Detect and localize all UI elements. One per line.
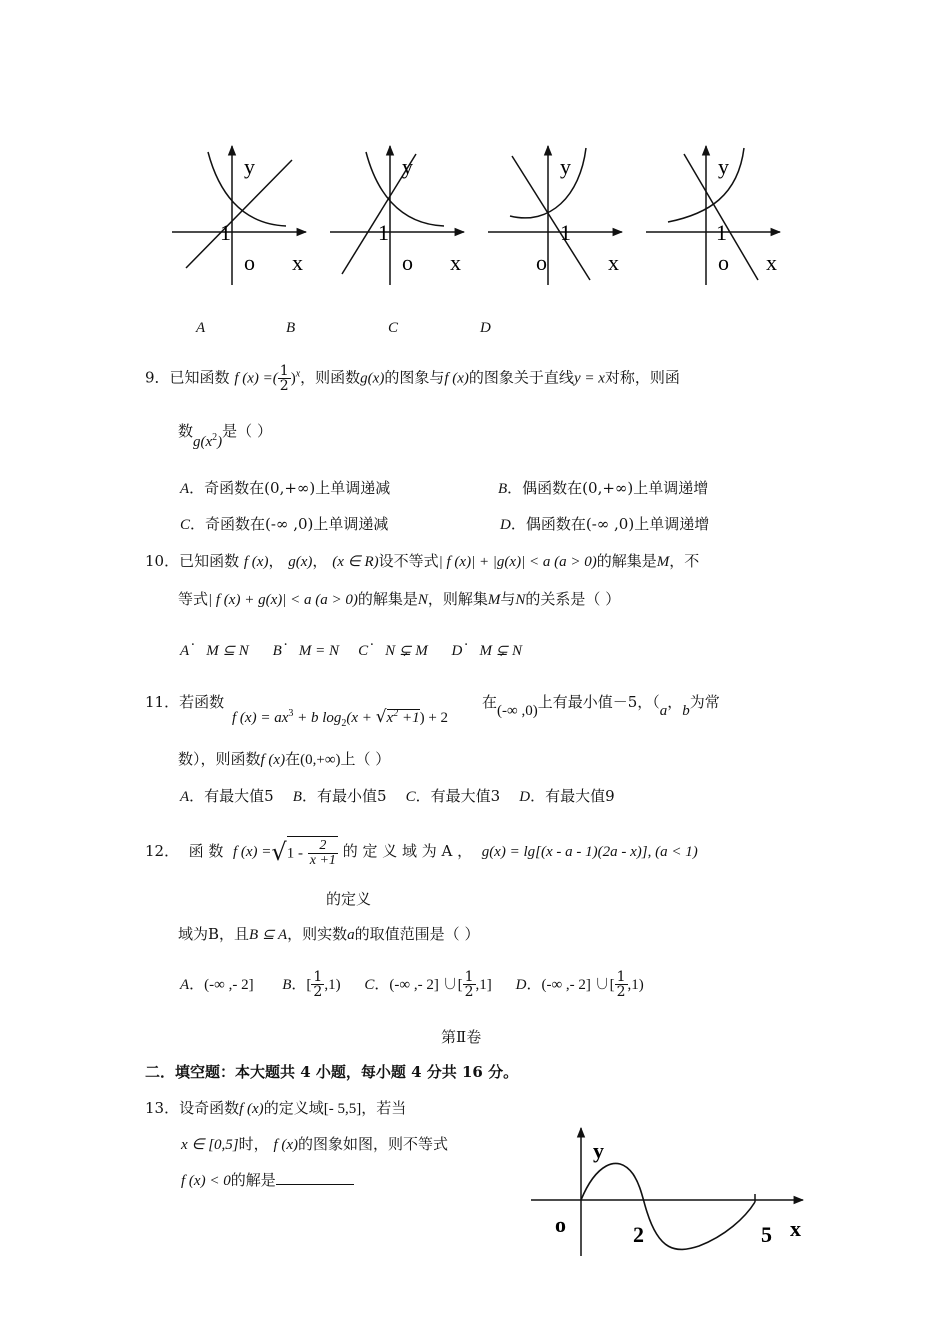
q11-line1-rest: 在(-∞ ,0)上有最小值－5，（a，b为常	[482, 693, 720, 719]
graph-c-one: 1	[560, 220, 571, 245]
q10-option-a[interactable]: A˙ M ⊆ N	[180, 641, 249, 659]
q10-line1: 10．已知函数 f (x)， g(x)， (x ∈ R)设不等式| f (x)| + |g(x)| < a (a > 0)的解集是M，不	[145, 552, 700, 570]
q12-option-b[interactable]: B．[ $\frac{1}{2}$ ,1)	[282, 969, 341, 1000]
q13-graph-five: 5	[761, 1222, 772, 1247]
graph-c-y: y	[560, 154, 571, 179]
q11-option-d[interactable]: D．有最大值9	[519, 787, 615, 805]
graph-b	[330, 146, 464, 285]
q13-graph-x: x	[790, 1216, 801, 1241]
q12-option-c[interactable]: C．(-∞ ,- 2] ∪[ $\frac{1}{2}$ ,1]	[364, 969, 492, 1000]
graph-label-a: A	[196, 320, 206, 336]
q9-option-b[interactable]: B．偶函数在(0,+∞)上单调递增	[498, 479, 709, 497]
q9-option-a[interactable]: A．奇函数在(0,+∞)上单调递减	[180, 479, 391, 497]
graph-a-o: o	[244, 250, 255, 275]
q11-options	[180, 786, 615, 807]
q12-line2: 的定义	[326, 890, 372, 908]
q13-line1: 13．设奇函数f (x)的定义域[- 5,5]，若当	[145, 1099, 407, 1117]
q11-line1: 11．若函数	[145, 693, 225, 711]
graph-a-x: x	[292, 250, 303, 275]
q11-option-b[interactable]: B．有最小值5	[292, 787, 387, 805]
q13-line3: f (x) < 0的解是	[181, 1170, 354, 1191]
q13-number: 13．	[145, 1099, 180, 1117]
q12-number: 12．	[145, 842, 180, 860]
graph-b-one: 1	[378, 220, 389, 245]
q9-line2: 数$g(x^2)$是（ ）	[178, 422, 272, 450]
q9-option-c[interactable]: C．奇函数在(-∞ ,0)上单调递减	[180, 515, 389, 533]
q9-half: $\frac{1}{2}$	[279, 363, 289, 394]
q9-option-d[interactable]: D．偶函数在(-∞ ,0)上单调递增	[500, 515, 710, 533]
q11-line2: 数），则函数f (x)在(0,+∞)上（ ）	[178, 750, 391, 768]
q10-option-d[interactable]: D˙ M ⊊ N	[451, 641, 523, 659]
q11-option-a[interactable]: A．有最大值5	[180, 787, 274, 805]
graph-c	[488, 146, 622, 285]
graph-label-c: C	[388, 320, 399, 336]
q12-option-d[interactable]: D．(-∞ ,- 2] ∪[ $\frac{1}{2}$ ,1)	[515, 969, 644, 1000]
q13-graph-o: o	[555, 1212, 566, 1237]
graphs-figure	[160, 140, 800, 300]
graph-c-x: x	[608, 250, 619, 275]
q11-option-c[interactable]: C．有最大值3	[405, 787, 501, 805]
graph-a-y: y	[244, 154, 255, 179]
q11-number: 11．	[145, 693, 180, 711]
section-title: 二．填空题：本大题共 4 小题，每小题 4 分共 16 分。	[145, 1063, 519, 1081]
q13-graph-two: 2	[633, 1222, 644, 1247]
graph-a-one: 1	[220, 220, 231, 245]
graph-label-d: D	[480, 320, 491, 336]
q13-line2: x ∈ [0,5]时， f (x)的图象如图，则不等式	[181, 1135, 449, 1153]
graph-d	[646, 146, 780, 285]
q9-line1: 9．已知函数 f (x) =( $\frac{1}{2}$ )$^x$，则函数g(x)的图象与f (x)的图象关于直线y = x对称，则函	[145, 363, 680, 394]
q10-options	[180, 640, 522, 661]
graph-b-y: y	[402, 154, 413, 179]
q12-options	[180, 970, 644, 999]
graph-d-one: 1	[716, 220, 727, 245]
graph-label-b: B	[286, 320, 296, 336]
graph-c-o: o	[536, 250, 547, 275]
q13-answer-blank[interactable]	[276, 1170, 354, 1185]
q10-line2: 等式| f (x) + g(x)| < a (a > 0)的解集是N，则解集M与N的关系是（ ）	[178, 590, 621, 608]
q12-line1: 12． 函 数 f (x) =√1 - $\frac{2}{x +1}$ 的 定 义 域 为 A ， g(x) = lg[(x - a - 1)(2a - x)], (a < 1)	[145, 838, 698, 868]
q12-option-a[interactable]: A．(-∞ ,- 2]	[180, 976, 254, 993]
q10-option-c[interactable]: C˙ N ⊊ M	[358, 641, 428, 659]
q10-option-b[interactable]: B˙ M = N	[272, 641, 339, 659]
graph-a	[172, 146, 306, 285]
graph-d-o: o	[718, 250, 729, 275]
graph-b-o: o	[402, 250, 413, 275]
q12-line3: 域为B，且B ⊆ A，则实数a的取值范围是（ ）	[178, 925, 480, 943]
section-juan: 第Ⅱ卷	[441, 1028, 482, 1046]
q11-formula: f $(x) = ax^3 + b$ $\log_2(x + √x^2 +1) + 2$	[232, 707, 449, 729]
q10-number: 10．	[145, 552, 180, 570]
q9-number: 9．	[145, 368, 170, 387]
graph-b-x: x	[450, 250, 461, 275]
q13-graph	[525, 1122, 815, 1272]
graph-d-x: x	[766, 250, 777, 275]
q13-graph-y: y	[593, 1138, 604, 1163]
graph-d-y: y	[718, 154, 729, 179]
